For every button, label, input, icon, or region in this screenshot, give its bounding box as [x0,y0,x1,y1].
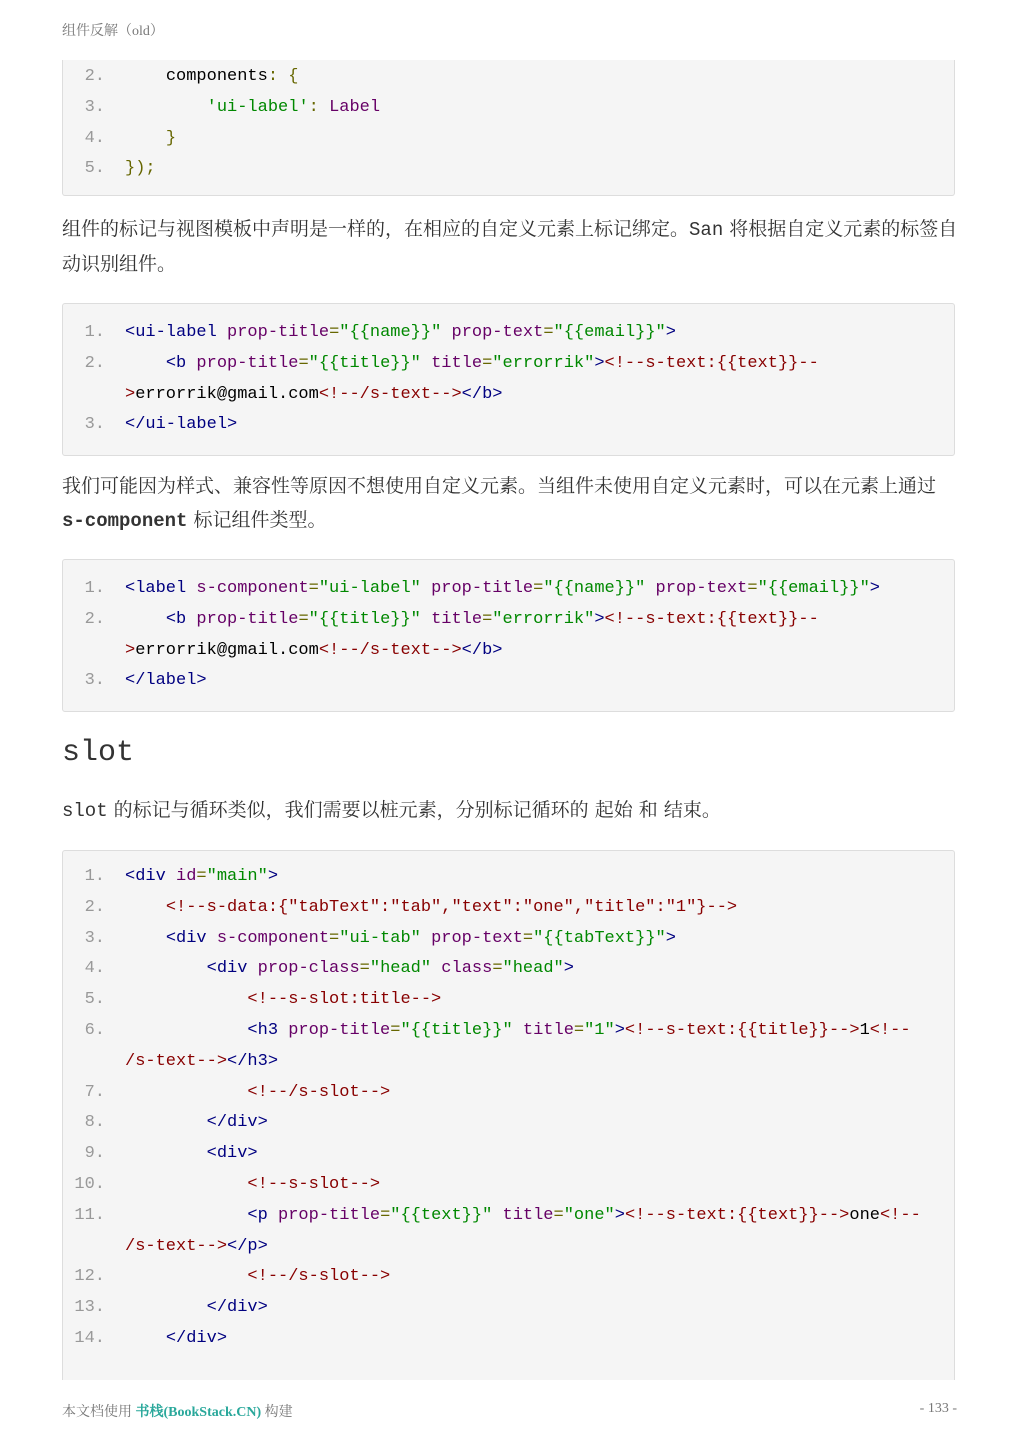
code-token: <!--s-text:{{text}}-- [604,353,819,373]
code-token: </div> [165,1328,228,1348]
paragraph-text: 和 [632,799,664,821]
code-token: 'ui-label' [206,97,309,117]
code-token: prop-title [227,323,330,342]
code-token [125,1175,247,1194]
code-line [63,924,954,955]
line-number: 10. [74,1174,105,1194]
running-header: 组件反解（old） [62,24,164,39]
line-number: 4. [84,959,105,979]
code-line [63,62,954,93]
code-line [63,605,954,636]
code-token: "{{email}}" [553,323,666,342]
code-token: "errorrik" [492,609,595,629]
line-number: 6. [84,1020,105,1040]
code-line [63,349,954,380]
code-block-slot [62,850,955,1380]
code-token [421,610,431,629]
code-token: > [267,867,279,886]
code-token: prop-title [196,609,299,629]
code-token [125,1329,166,1348]
bookstack-link[interactable]: 书栈(BookStack.CN) [135,1405,262,1420]
code-token: = [298,609,309,629]
code-token: > [594,609,605,629]
code-token: = [553,1205,564,1225]
code-token: id [176,867,197,886]
code-token [421,579,431,598]
keyword-start: 起始 [594,799,633,821]
code-block-ui-label [62,303,955,456]
code-token: title [522,1020,574,1040]
paragraph-slot [62,793,962,828]
code-line [63,318,954,349]
paragraph-custom-element [62,212,962,281]
footer-prefix: 本文档使用 [62,1405,136,1420]
code-token: > [665,928,676,948]
line-number: 11. [74,1205,105,1225]
code-token: > [869,579,880,598]
code-token: "{{name}}" [543,579,646,598]
code-token: = [573,1020,585,1040]
code-token [421,929,431,948]
code-token: > [125,640,136,660]
code-token: class [441,959,493,979]
code-token: </b> [461,384,503,404]
code-token [441,323,451,342]
code-token [645,579,655,598]
line-number: 8. [84,1113,105,1133]
code-token: : { [267,67,299,86]
code-token [492,1206,502,1225]
code-token [431,959,441,978]
code-token: s-component [196,579,309,598]
section-heading-slot: slot [62,736,135,770]
code-token: "head" [502,959,564,979]
code-token: = [308,579,319,598]
code-token: <!--s-text:{{text}}--> [624,1205,850,1225]
code-token: > [614,1020,625,1040]
line-number: 4. [84,128,105,148]
code-token: = [196,867,207,886]
code-token: <div> [206,1144,258,1164]
code-token [207,929,217,948]
code-token: } [165,128,177,148]
code-token [513,1021,523,1040]
code-line [63,1324,954,1355]
code-token: = [492,959,503,979]
code-line [63,1293,954,1324]
code-token: prop-title [278,1205,381,1225]
code-token: </h3> [227,1051,279,1071]
code-token: = [329,323,340,342]
code-token: > [125,384,136,404]
code-token: </div> [206,1113,268,1133]
code-token: <h3 [247,1020,279,1040]
code-token: <div [165,928,207,948]
code-token: <b [165,609,187,629]
code-token: <label [125,579,187,598]
line-number: 3. [84,415,105,435]
code-token: = [533,579,544,598]
code-token [186,610,196,629]
code-token [166,867,176,886]
keyword-end: 结束 [663,799,702,821]
paragraph-text: 我们可能因为样式、兼容性等原因不想使用自定义元素。当组件未使用自定义元素时，可以在元素上通过 [62,475,937,497]
code-token: title [431,353,483,373]
code-token: > [614,1205,625,1225]
code-token [125,129,166,148]
code-token: prop-class [257,959,360,979]
code-token: = [522,928,534,948]
code-token: "{{title}}" [308,353,421,373]
code-line [63,1016,954,1047]
code-line [63,1232,954,1263]
code-token: = [747,579,758,598]
code-token: = [359,959,370,979]
code-token: </label> [125,671,207,691]
code-token [125,1206,247,1225]
code-token: = [390,1020,401,1040]
line-number: 3. [84,97,105,117]
code-token: s-component [216,928,330,948]
code-line [63,1078,954,1109]
code-token [125,354,166,373]
inline-code: slot [62,800,108,822]
code-token: > [665,323,676,342]
paragraph-text: 组件的标记与视图模板中声明是一样的，在相应的自定义元素上标记绑定。 [62,218,690,240]
code-line [63,862,954,893]
code-token: /s-text--> [125,1051,228,1071]
code-token: }); [125,159,156,179]
code-token: prop-text [655,579,748,598]
code-token: > [563,959,574,979]
code-line [63,574,954,605]
code-token: errorrik@gmail.com [135,384,319,404]
paragraph-text: 的标记与循环类似，我们需要以桩元素，分别标记循环的 [107,799,595,821]
code-token: <!--/s-slot--> [247,1267,391,1287]
code-token: <!--/s-text--> [318,384,462,404]
code-line [63,1139,954,1170]
code-token: = [482,609,493,629]
code-token: <!--s-data:{"tabText":"tab","text":"one","title":"1"}--> [165,897,738,917]
code-line [63,1047,954,1078]
code-token: <!--/s-slot--> [247,1082,391,1102]
paragraph-s-component [62,469,962,538]
code-token: = [482,353,493,373]
code-token [125,1021,247,1040]
code-token: = [329,928,340,948]
code-token: > [594,353,605,373]
paragraph-text: 将根据自定义元素的标签自动识别组件。 [62,218,958,275]
code-token [125,990,247,1009]
code-block-label [62,559,955,712]
code-token [247,959,257,978]
code-token [125,67,166,86]
line-number: 9. [84,1144,105,1164]
code-token: <div [206,959,248,979]
code-token: <!--s-slot--> [247,1174,381,1194]
code-token: <!--s-text:{{title}}--> [624,1020,860,1040]
code-token: prop-title [288,1020,391,1040]
line-number: 2. [84,609,105,629]
code-token: prop-text [431,928,523,948]
code-token [125,1144,207,1163]
code-token: prop-title [196,353,299,373]
code-token: <!-- [879,1205,921,1225]
code-block-components [62,60,955,196]
line-number: 7. [84,1082,105,1102]
line-number: 1. [84,579,105,598]
code-token: "{{email}}" [757,579,870,598]
code-token: </b> [461,640,503,660]
code-token: prop-title [431,579,534,598]
code-token: "ui-label" [318,579,421,598]
line-number: 13. [74,1298,105,1318]
code-token [125,1083,247,1102]
code-token: : [308,97,330,117]
code-token: </ui-label> [125,415,238,435]
code-token: prop-text [451,323,544,342]
code-token [186,354,196,373]
code-token: </p> [227,1236,268,1256]
line-number: 5. [84,159,105,179]
code-line [63,1201,954,1232]
code-token: "{{tabText}}" [533,928,666,948]
code-token: components [165,67,268,86]
code-token [125,959,207,978]
code-line [63,666,954,697]
line-number: 1. [84,867,105,886]
code-token [125,1267,247,1286]
line-number: 12. [74,1267,105,1287]
code-token: "1" [584,1020,615,1040]
code-token: "{{title}}" [308,609,421,629]
code-token: </div> [206,1298,268,1318]
line-number: 2. [84,67,105,86]
code-token [268,1206,278,1225]
code-line [63,124,954,155]
code-token: "{{title}}" [400,1020,513,1040]
code-token: <!--/s-text--> [318,640,462,660]
code-token [421,354,431,373]
code-token: <!-- [869,1020,911,1040]
line-number: 2. [84,353,105,373]
code-token [125,898,166,917]
line-number: 2. [84,897,105,917]
line-number: 14. [74,1328,105,1348]
code-token: /s-text--> [125,1236,228,1256]
code-token: "errorrik" [492,353,595,373]
code-token: "head" [369,959,432,979]
code-token: <div [125,867,166,886]
code-token: title [502,1205,554,1225]
code-token: = [298,353,309,373]
code-token: <p [247,1205,268,1225]
code-line [63,1262,954,1293]
code-token: <!--s-slot:title--> [247,990,442,1010]
page-number: - 133 - [919,1401,957,1416]
code-token [125,1113,207,1132]
code-line [63,636,954,667]
line-number: 3. [84,671,105,691]
code-line [63,380,954,411]
footer-credit [62,1401,293,1421]
code-token: one [849,1205,880,1225]
code-line [63,985,954,1016]
code-token [125,1298,207,1317]
code-token [278,1021,288,1040]
code-token: "{{text}}" [390,1205,493,1225]
code-token: "ui-tab" [339,928,421,948]
code-token [186,579,196,598]
line-number: 3. [84,928,105,948]
code-token [217,323,227,342]
code-line [63,410,954,441]
line-number: 1. [84,323,105,342]
code-token: "main" [206,867,268,886]
code-token: errorrik@gmail.com [135,640,319,660]
line-number: 5. [84,990,105,1010]
code-token: = [543,323,554,342]
code-line [63,93,954,124]
code-token: = [380,1205,391,1225]
code-token: title [431,609,483,629]
code-line [63,1108,954,1139]
paragraph-text: 。 [701,799,721,821]
footer-suffix: 构建 [261,1405,293,1420]
code-token: "{{name}}" [339,323,442,342]
paragraph-text: 标记组件类型。 [187,509,327,531]
code-token: Label [329,97,381,117]
code-token: "one" [563,1205,615,1225]
code-line [63,154,954,185]
code-token: <b [165,353,187,373]
inline-code: s-component [62,510,188,532]
code-token [125,929,166,948]
code-token [125,610,166,629]
code-token [125,98,207,117]
code-line [63,954,954,985]
code-token: <!--s-text:{{text}}-- [604,609,819,629]
code-line [63,1170,954,1201]
code-token: 1 [859,1020,870,1040]
code-token: <ui-label [125,323,217,342]
inline-code: San [689,219,724,241]
code-line [63,893,954,924]
